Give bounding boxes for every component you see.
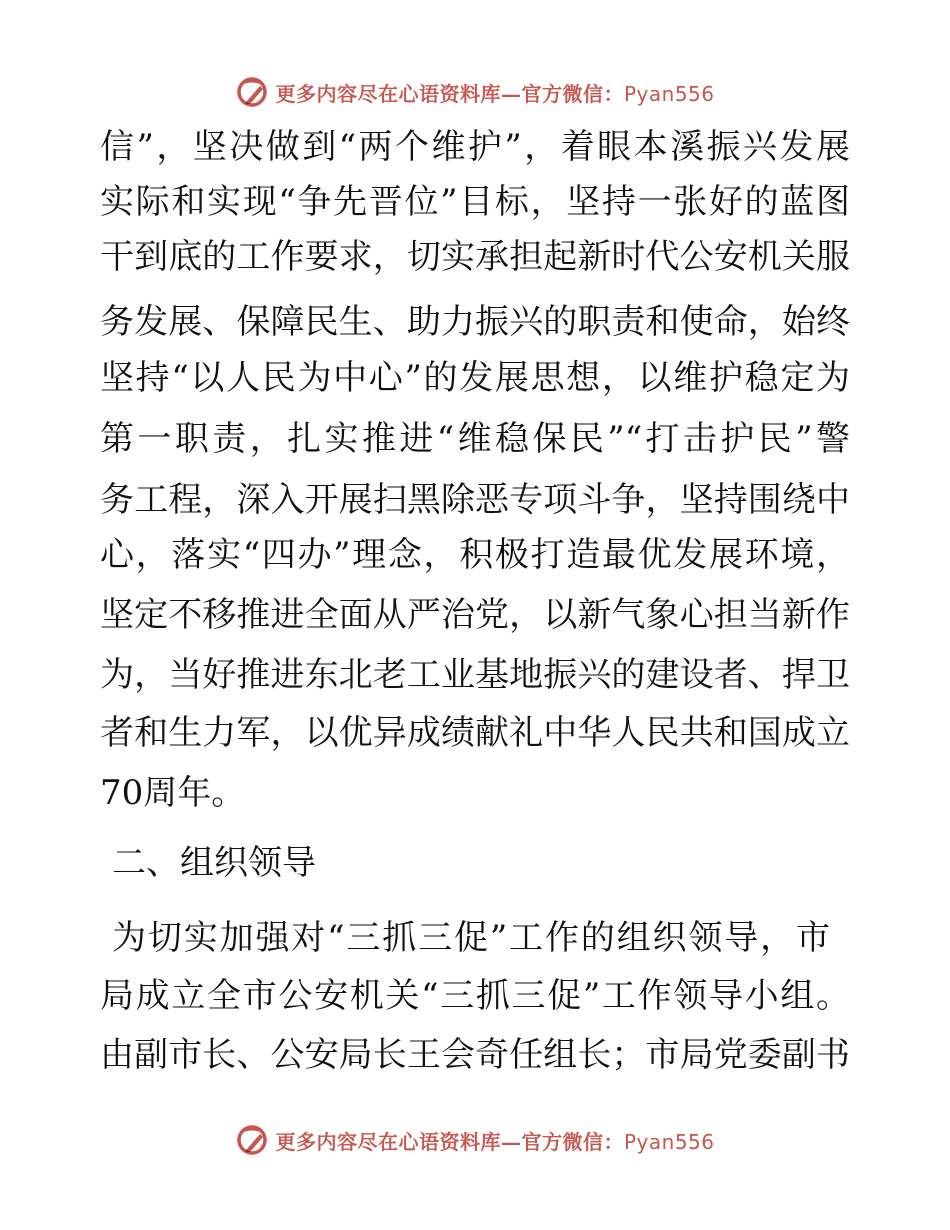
body-line: 第一职责，扎实推进“维稳保民”“打击护民”警 bbox=[100, 419, 850, 459]
body-line: 70周年。 bbox=[100, 773, 246, 813]
watermark-separator: — bbox=[500, 1129, 522, 1154]
body-line: 务发展、保障民生、助力振兴的职责和使命，始终 bbox=[100, 302, 850, 342]
section-line: 由副市长、公安局长王会奇任组长；市局党委副书 bbox=[100, 1035, 850, 1075]
body-line: 坚持“以人民为中心”的发展思想，以维护稳定为 bbox=[100, 358, 850, 398]
watermark-separator: — bbox=[500, 81, 522, 106]
watermark-brand: 更多内容尽在心语资料库 bbox=[275, 1129, 501, 1154]
watermark-label: 官方微信： bbox=[521, 81, 624, 106]
watermark-label: 官方微信： bbox=[521, 1129, 624, 1154]
watermark-contact: Pyan556 bbox=[623, 1129, 715, 1154]
body-line: 务工程，深入开展扫黑除恶专项斗争，坚持围绕中 bbox=[100, 480, 850, 520]
body-line: 为，当好推进东北老工业基地振兴的建设者、捍卫 bbox=[100, 655, 850, 695]
footer-watermark bbox=[0, 1120, 950, 1160]
watermark-text bbox=[275, 78, 714, 107]
body-line: 心，落实“四办”理念，积极打造最优发展环境， bbox=[100, 535, 850, 575]
pen-logo-icon bbox=[235, 75, 269, 109]
section-line: 为切实加强对“三抓三促”工作的组织领导，市 bbox=[112, 918, 830, 958]
pen-logo-icon bbox=[235, 1123, 269, 1157]
body-line: 信”，坚决做到“两个维护”，着眼本溪振兴发展 bbox=[100, 127, 850, 167]
section-line: 局成立全市公安机关“三抓三促”工作领导小组。 bbox=[100, 976, 850, 1016]
body-line: 坚定不移推进全面从严治党，以新气象心担当新作 bbox=[100, 595, 850, 635]
watermark-contact: Pyan556 bbox=[623, 81, 715, 106]
header-watermark bbox=[0, 72, 950, 112]
body-line: 者和生力军，以优异成绩献礼中华人民共和国成立 bbox=[100, 713, 850, 753]
watermark-brand: 更多内容尽在心语资料库 bbox=[275, 81, 501, 106]
body-line: 干到底的工作要求，切实承担起新时代公安机关服 bbox=[100, 237, 850, 277]
watermark-text bbox=[275, 1126, 714, 1155]
body-line: 实际和实现“争先晋位”目标，坚持一张好的蓝图 bbox=[100, 182, 850, 222]
section-heading: 二、组织领导 bbox=[112, 843, 316, 883]
